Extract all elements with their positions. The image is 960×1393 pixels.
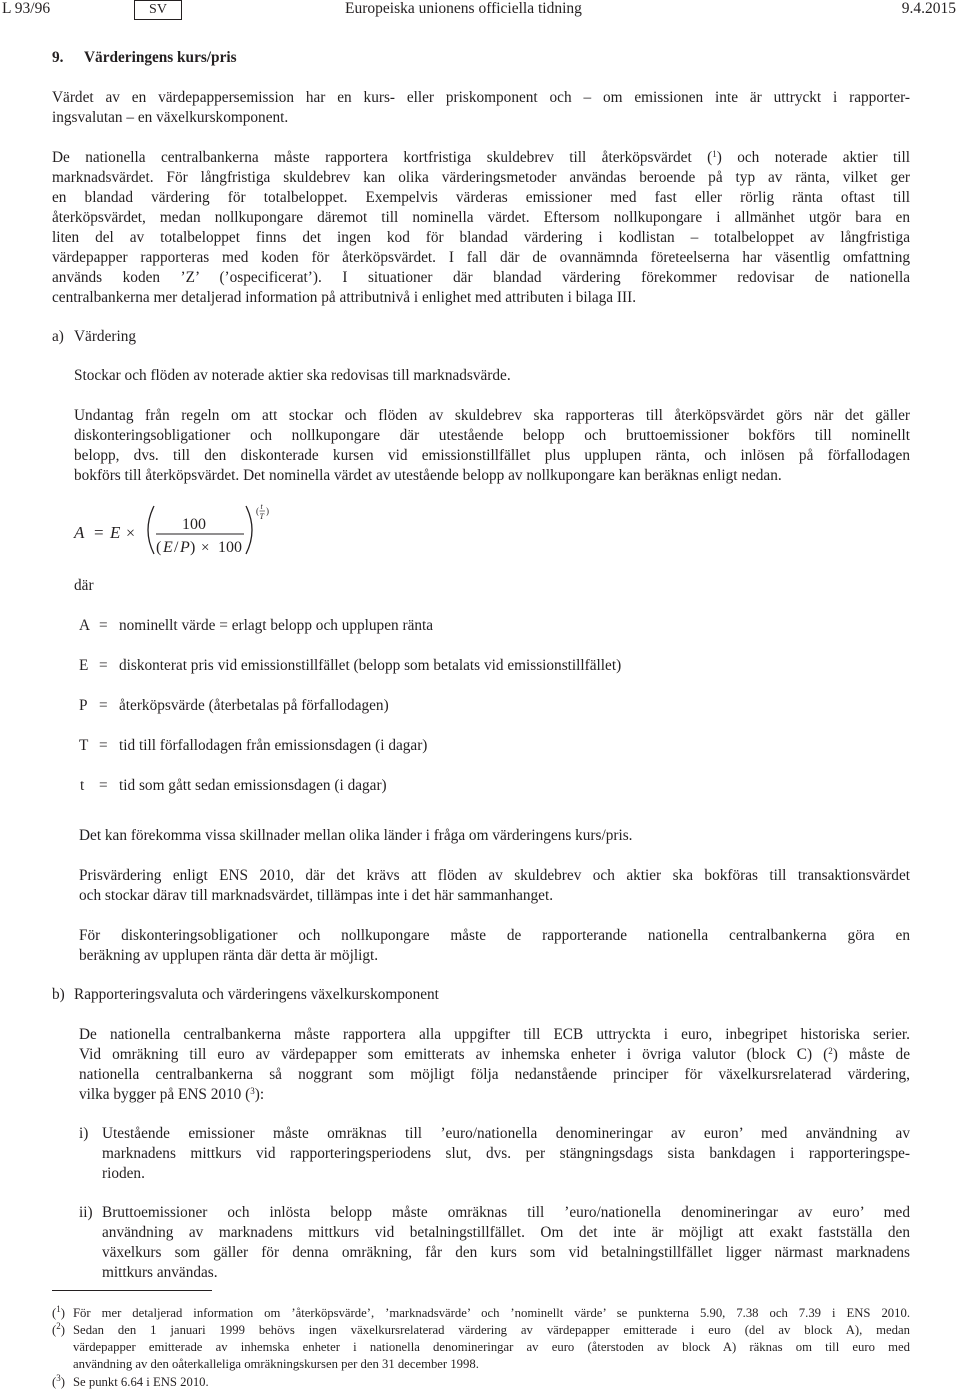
footnote-3-text: Se punkt 6.64 i ENS 2010. (73, 1375, 209, 1389)
formula-right-paren (246, 506, 252, 554)
footnote-ref-1[interactable]: 1 (712, 149, 717, 159)
definition-text: tid till förfallodagen från emissionsdagen (i dagar) (119, 737, 428, 754)
footnote-1-mark: ($^1$) (52, 1304, 65, 1320)
formula-exp-open: ( (256, 506, 259, 516)
definition-text: återköpsvärde (återbetalas på förfallodagen) (119, 697, 389, 714)
a-p5-line-2: beräkning av upplupen ränta där detta är möjligt. (79, 947, 379, 964)
subsection-a-label: a) (52, 328, 64, 345)
formula-exp-T: T (259, 512, 264, 521)
definition-symbol: T (79, 737, 89, 754)
definition-symbol: E (79, 657, 89, 674)
definition-symbol: A (79, 617, 91, 634)
a-paragraph-3: Det kan förekomma vissa skillnader mellan olika länder i fråga om värderingens kurs/pris. (79, 827, 633, 844)
a-p2-line-4: bokförs till återköpsvärdet. Det nominella värdet av utestående belopp av nollkupongare kan beräknas enligt nedan. (74, 467, 782, 484)
a-p2-line-1: Undantag från regeln om att stockar och flöden av skuldebrev ska rapporteras till återköpsvärdet görs när det gäller (74, 407, 910, 424)
formula-lhs: A (74, 523, 85, 542)
definition-equals: = (99, 737, 108, 754)
item-i-label: i) (79, 1125, 89, 1142)
definition-equals: = (99, 617, 108, 634)
footnote-ref-3[interactable]: 3 (250, 1086, 255, 1096)
intro-line-2: ingsvalutan – en växelkurskomponent. (52, 109, 289, 126)
footnote-2-line-3: användning av den oåterkalleliga omräkningskursen per den 31 december 1998. (73, 1357, 479, 1371)
a-p4-line-2: och stockar därav till marknadsvärdet, tillämpas inte i det här sammanhanget. (79, 887, 554, 904)
formula-times: × (126, 525, 136, 542)
item-i-line-1: Utestående emissioner måste omräknas till ’euro/nationella denomineringar av euron’ med användning av (102, 1125, 910, 1142)
p2-line-2: marknadsvärdet. För långfristiga skuldebrev kan olika värderingsmetoder användas beroende på typ av ränta, vilket ger (52, 169, 910, 186)
item-ii-label: ii) (79, 1204, 93, 1221)
p2-line-3: en blandad värdering för totalbeloppet. Exempelvis värderas emissioner med fast eller rörlig ränta oftast till (52, 189, 910, 206)
formula-den-p: P (180, 539, 190, 556)
section-title: Värderingens kurs/pris (84, 49, 237, 66)
p2-line-6: värdepapper rapporteras med koden för återköpsvärdet. I fall där de ovannämnda företeelserna har väsentlig omfattning (52, 249, 910, 266)
definition-text: nominellt värde = erlagt belopp och upplupen ränta (119, 617, 434, 634)
item-ii-line-4: mittkurs användas. (102, 1264, 218, 1281)
footnote-1-text: För mer detaljerad information om ’återköpsvärde’, ’marknadsvärde’ och ’nominellt värde’ se punkterna 5.90, 7.38 och 7.39 i ENS 2010. (73, 1306, 910, 1320)
definition-text: diskonterat pris vid emissionstillfället (belopp som betalats vid emissionstillfället) (119, 657, 622, 674)
p2-line-8: centralbankerna mer detaljerad information på attributnivå i enlighet med attributen i bilaga III. (52, 289, 637, 306)
b-p1-line-4: vilka bygger på ENS 2010 ($^3$): (79, 1086, 265, 1103)
item-ii-line-1: Bruttoemissioner och inlösta belopp måste omräknas till ’euro/nationella denomineringar av euro’ med (102, 1204, 910, 1221)
definition-symbol: P (79, 697, 88, 714)
subsection-b-title: Rapporteringsvaluta och värderingens växelkurskomponent (74, 986, 439, 1003)
subsection-b-label: b) (52, 986, 65, 1003)
b-p1-line-1: De nationella centralbankerna måste rapportera alla uppgifter till ECB uttryckta i euro, inbegripet historiska serier. (79, 1026, 910, 1043)
section-number: 9. (52, 49, 64, 66)
p2-line-1: De nationella centralbankerna måste rapportera kortfristiga skuldebrev till återköpsvärdet ($^1$) och noterade aktier till (52, 149, 910, 166)
language-badge: SV (134, 0, 182, 20)
item-ii-line-3: växelkurs som gäller för denna omräkning, får den kurs som vid betalningstillfället ligger närmast marknadens (102, 1244, 910, 1261)
formula-e: E (110, 523, 121, 542)
formula-den-slash: / (174, 539, 179, 556)
formula-den-e: E (163, 539, 173, 556)
b-p1-line-2: Vid omräkning till euro av värdepapper som emitterats av inhemska enheter i övriga valutor (block C) ($^2$) måste de (79, 1046, 910, 1063)
publication-date: 9.4.2015 (901, 0, 956, 17)
formula-equals: = (94, 523, 104, 542)
a-p2-line-3: belopp, dvs. till den diskonterade kursen vid emissionstillfället plus upplupen ränta, och inlösen på förfallodagen (74, 447, 910, 464)
definition-equals: = (99, 777, 108, 794)
a-p5-line-1: För diskonteringsobligationer och nollkupongare måste de rapporterande nationella centralbankerna göra en (79, 927, 910, 944)
page-reference: L 93/96 (2, 0, 51, 17)
page-header (0, 0, 960, 20)
formula-den-open: ( (156, 539, 162, 556)
subsection-a-title: Värdering (74, 328, 137, 345)
where-label: där (74, 577, 94, 594)
footnote-2-mark: ($^2$) (52, 1321, 65, 1337)
formula-den-value: 100 (218, 539, 242, 556)
definition-equals: = (99, 697, 108, 714)
footnote-2-line-2: värdepapper emitterade av inhemska enheter i nationella denomineringar av euro (återstoden av block A) räknas om till euro med (73, 1340, 910, 1354)
item-ii-line-2: användning av marknadens mittkurs vid betalningstillfället. Om det inte är möjligt att exakt fastställa den (102, 1224, 910, 1241)
formula-exp-close: ) (266, 506, 269, 516)
item-i-line-2: marknadens mittkurs vid rapporteringsperiodens slut, dvs. per stängningsdags sista bankdagen i rapporteringspe- (102, 1145, 910, 1162)
p2-line-4: återköpsvärdet, medan nollkupongare däremot till nominella värdet. Eftersom nollkupongare i allmänhet utgör bara en (52, 209, 910, 226)
footnote-3-mark: ($^3$) (52, 1373, 65, 1389)
item-i-line-3: rioden. (102, 1165, 145, 1182)
footnote-2-line-1: Sedan den 1 januari 1999 behövs ingen växelkursrelaterad värdering av värdepapper emitterade i euro (del av block A), medan (73, 1323, 910, 1337)
footnote-ref-2[interactable]: 2 (828, 1046, 833, 1056)
a-p2-line-2: diskonteringsobligationer och nollkupongare där utestående belopp och bruttoemissioner bokförs till nominellt (74, 427, 910, 444)
intro-line-1: Värdet av en värdepappersemission har en kurs- eller priskomponent och – om emissionen inte är uttryckt i rapporter- (52, 89, 910, 106)
a-paragraph-1: Stockar och flöden av noterade aktier ska redovisas till marknadsvärde. (74, 367, 511, 384)
formula-den-close: ) (190, 539, 196, 556)
formula-exp-t: t (260, 502, 263, 511)
a-p4-line-1: Prisvärdering enligt ENS 2010, där det krävs att flöden av skuldebrev och aktier ska bokföras till transaktionsvärdet (79, 867, 910, 884)
p2-line-5: liten del av totalbeloppet finns det ingen kod för blandad värdering i kodlistan – totalbeloppet av långfristiga (52, 229, 910, 246)
definition-equals: = (99, 657, 108, 674)
definition-text: tid som gått sedan emissionsdagen (i dagar) (119, 777, 387, 794)
formula-left-paren (148, 506, 154, 554)
formula-numerator: 100 (182, 516, 206, 533)
definition-symbol: t (80, 777, 85, 794)
nominal-value-formula (70, 500, 290, 562)
b-p1-line-3: nationella centralbankerna så noggrant som möjligt följa nedanstående principer för växelkursrelaterad värdering, (79, 1066, 910, 1083)
footnote-separator (52, 1290, 212, 1291)
formula-den-times: × (201, 540, 210, 556)
p2-line-7: används koden ’Z’ (’ospecificerat’). I situationer där blandad värdering förekommer redovisar de nationella (52, 269, 910, 286)
journal-title: Europeiska unionens officiella tidning (345, 0, 582, 17)
